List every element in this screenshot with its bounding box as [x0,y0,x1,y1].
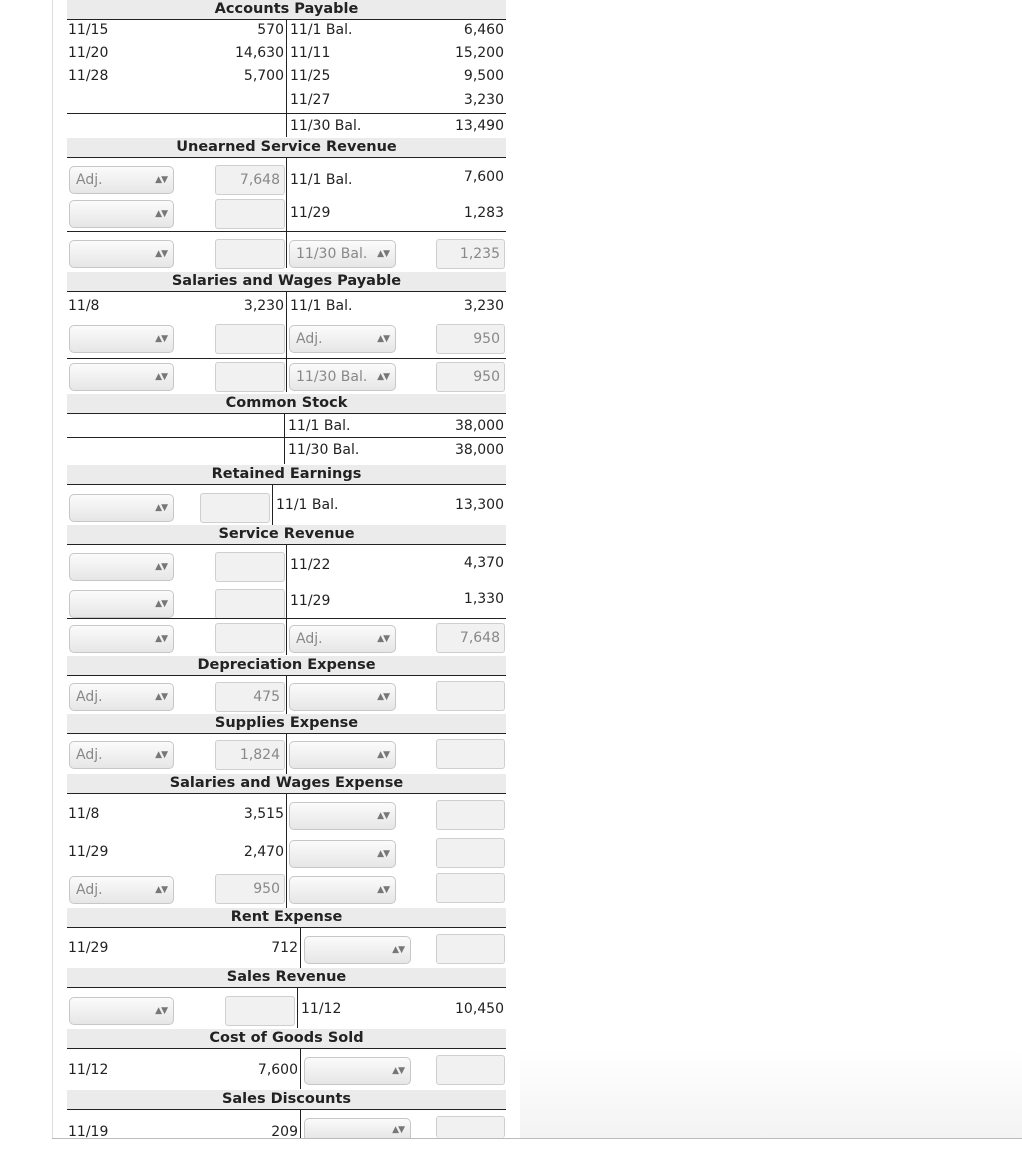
credit-label: 11/1 Bal. [288,418,351,434]
chevron-updown-icon: ▲▼ [155,334,167,344]
balance-amount: 13,490 [455,118,504,134]
credit-amount-input[interactable] [436,1116,505,1138]
total-line [67,437,506,438]
debit-amount-input[interactable] [200,493,270,523]
account-title: Sales Discounts [67,1090,506,1110]
account-title: Cost of Goods Sold [67,1029,506,1049]
select-value: Adj. [76,882,103,898]
debit-amount-input[interactable] [215,589,285,619]
debit-label: 11/29 [68,844,109,860]
chevron-updown-icon: ▲▼ [377,849,389,859]
debit-label: 11/28 [68,68,109,84]
credit-amount: 38,000 [455,442,504,458]
select-value: 11/30 Bal. [296,369,368,385]
account-title: Sales Revenue [67,968,506,988]
debit-label: 11/19 [68,1124,109,1140]
debit-type-select[interactable] [69,997,174,1025]
debit-amount-input[interactable] [225,996,295,1026]
credit-label: 11/1 Bal. [290,298,353,314]
credit-amount-input[interactable] [436,873,505,903]
debit-type-select[interactable] [69,363,174,391]
t-divider [286,158,287,268]
credit-label: 11/1 Bal. [276,497,339,513]
account-title: Service Revenue [67,525,506,545]
credit-type-select[interactable] [304,1118,411,1138]
credit-type-select[interactable] [304,1057,411,1085]
debit-amount: 570 [257,22,284,38]
credit-type-select[interactable] [289,240,396,268]
t-divider [300,1049,301,1089]
chevron-updown-icon: ▲▼ [377,372,389,382]
credit-amount: 7,600 [463,169,504,185]
chevron-updown-icon: ▲▼ [377,750,389,760]
t-divider [286,676,287,714]
chevron-updown-icon: ▲▼ [392,1125,404,1135]
debit-type-select[interactable] [69,625,174,653]
credit-type-select[interactable] [289,840,396,868]
credit-type-select[interactable] [289,741,396,769]
credit-label: 11/30 Bal. [288,442,360,458]
debit-amount-input[interactable]: 1,824 [215,740,285,770]
select-value: Adj. [76,689,103,705]
credit-type-select[interactable] [304,936,411,964]
debit-amount-input[interactable] [215,623,285,653]
credit-type-select[interactable] [289,325,396,353]
debit-amount-input[interactable]: 950 [215,874,285,904]
select-value: Adj. [76,747,103,763]
credit-type-select[interactable] [289,363,396,391]
credit-amount: 1,330 [463,591,504,607]
credit-type-select[interactable] [289,876,396,904]
debit-label: 11/20 [68,45,109,61]
credit-label: 11/27 [290,92,331,108]
debit-amount: 14,630 [235,45,284,61]
credit-amount-input[interactable] [436,681,505,711]
credit-amount: 3,230 [463,92,504,108]
account-title: Retained Earnings [67,465,506,485]
chevron-updown-icon: ▲▼ [377,334,389,344]
chevron-updown-icon: ▲▼ [155,1006,167,1016]
debit-type-select[interactable] [69,200,174,228]
chevron-updown-icon: ▲▼ [155,175,167,185]
account-title: Accounts Payable [67,0,506,20]
debit-amount-input[interactable] [215,324,285,354]
debit-amount: 7,600 [257,1062,298,1078]
credit-amount-input[interactable]: 1,235 [436,239,505,269]
debit-amount-input[interactable] [215,199,285,229]
select-value: Adj. [296,631,323,647]
credit-amount: 1,283 [463,205,504,221]
debit-label: 11/8 [68,806,100,822]
debit-amount: 209 [271,1124,298,1140]
debit-type-select[interactable] [69,325,174,353]
debit-amount: 712 [271,940,298,956]
credit-amount: 4,370 [463,555,504,571]
credit-amount-input[interactable] [436,1055,505,1085]
account-title: Salaries and Wages Expense [67,774,506,794]
total-line [67,231,506,232]
account-title: Rent Expense [67,908,506,928]
debit-amount: 3,230 [243,298,284,314]
t-divider [286,19,287,137]
t-divider [286,545,287,655]
debit-amount-input[interactable] [215,552,285,582]
credit-amount: 10,450 [455,1001,504,1017]
account-title: Common Stock [67,394,506,414]
account-title: Supplies Expense [67,714,506,734]
debit-type-select[interactable] [69,741,174,769]
debit-amount-input[interactable]: 475 [215,682,285,712]
debit-type-select[interactable] [69,166,174,194]
chevron-updown-icon: ▲▼ [155,750,167,760]
t-divider [286,794,287,908]
debit-label: 11/29 [68,940,109,956]
t-divider [284,414,285,464]
credit-amount: 6,460 [463,22,504,38]
chevron-updown-icon: ▲▼ [155,562,167,572]
credit-label: 11/29 [290,205,331,221]
debit-label: 11/12 [68,1062,109,1078]
debit-type-select[interactable] [69,553,174,581]
debit-type-select[interactable] [69,683,174,711]
chevron-updown-icon: ▲▼ [155,503,167,513]
credit-amount: 9,500 [463,68,504,84]
debit-amount-input[interactable] [215,362,285,392]
chevron-updown-icon: ▲▼ [377,249,389,259]
total-line [67,358,506,359]
chevron-updown-icon: ▲▼ [377,811,389,821]
credit-amount-input[interactable]: 950 [436,324,505,354]
total-line [67,113,506,114]
debit-type-select[interactable] [69,494,174,522]
t-divider [272,485,273,525]
chevron-updown-icon: ▲▼ [392,1066,404,1076]
t-divider [300,928,301,968]
credit-type-select[interactable] [289,802,396,830]
credit-label: 11/22 [290,557,331,573]
select-value: 11/30 Bal. [296,246,368,262]
credit-label: 11/25 [290,68,331,84]
window-bottom-border [52,1138,1022,1139]
credit-amount-input[interactable] [436,800,505,830]
debit-type-select[interactable] [69,590,174,618]
account-title: Depreciation Expense [67,656,506,676]
credit-label: 11/29 [290,593,331,609]
debit-label: 11/15 [68,22,109,38]
chevron-updown-icon: ▲▼ [392,945,404,955]
chevron-updown-icon: ▲▼ [377,634,389,644]
debit-type-select[interactable] [69,240,174,268]
credit-label: 11/11 [290,45,331,61]
debit-amount: 3,515 [243,806,284,822]
account-title: Unearned Service Revenue [67,138,506,158]
credit-label: 11/1 Bal. [290,172,353,188]
debit-amount: 2,470 [243,844,284,860]
chevron-updown-icon: ▲▼ [155,634,167,644]
credit-type-select[interactable] [289,683,396,711]
select-value: Adj. [296,331,323,347]
credit-amount: 3,230 [463,298,504,314]
total-line [67,618,506,619]
t-divider [300,1110,301,1138]
credit-amount-input[interactable] [436,934,505,964]
balance-label: 11/30 Bal. [290,118,362,134]
chevron-updown-icon: ▲▼ [155,885,167,895]
chevron-updown-icon: ▲▼ [377,692,389,702]
credit-amount-input[interactable]: 950 [436,362,505,392]
credit-amount-input[interactable]: 7,648 [436,623,505,653]
credit-type-select[interactable] [289,625,396,653]
debit-amount: 5,700 [243,68,284,84]
credit-amount: 38,000 [455,418,504,434]
chevron-updown-icon: ▲▼ [155,372,167,382]
credit-label: 11/1 Bal. [290,22,353,38]
t-accounts-panel [52,0,1022,1138]
t-divider [286,292,287,392]
account-title: Salaries and Wages Payable [67,272,506,292]
chevron-updown-icon: ▲▼ [155,692,167,702]
t-divider [286,734,287,774]
t-divider [297,988,298,1028]
chevron-updown-icon: ▲▼ [155,209,167,219]
credit-label: 11/12 [301,1001,342,1017]
debit-label: 11/8 [68,298,100,314]
credit-amount: 13,300 [455,497,504,513]
debit-type-select[interactable] [69,876,174,904]
chevron-updown-icon: ▲▼ [377,885,389,895]
credit-amount: 15,200 [455,45,504,61]
credit-amount-input[interactable] [436,739,505,769]
debit-amount-input[interactable]: 7,648 [215,165,285,195]
debit-amount-input[interactable] [215,239,285,269]
chevron-updown-icon: ▲▼ [155,249,167,259]
credit-amount-input[interactable] [436,838,505,868]
select-value: Adj. [76,172,103,188]
chevron-updown-icon: ▲▼ [155,599,167,609]
